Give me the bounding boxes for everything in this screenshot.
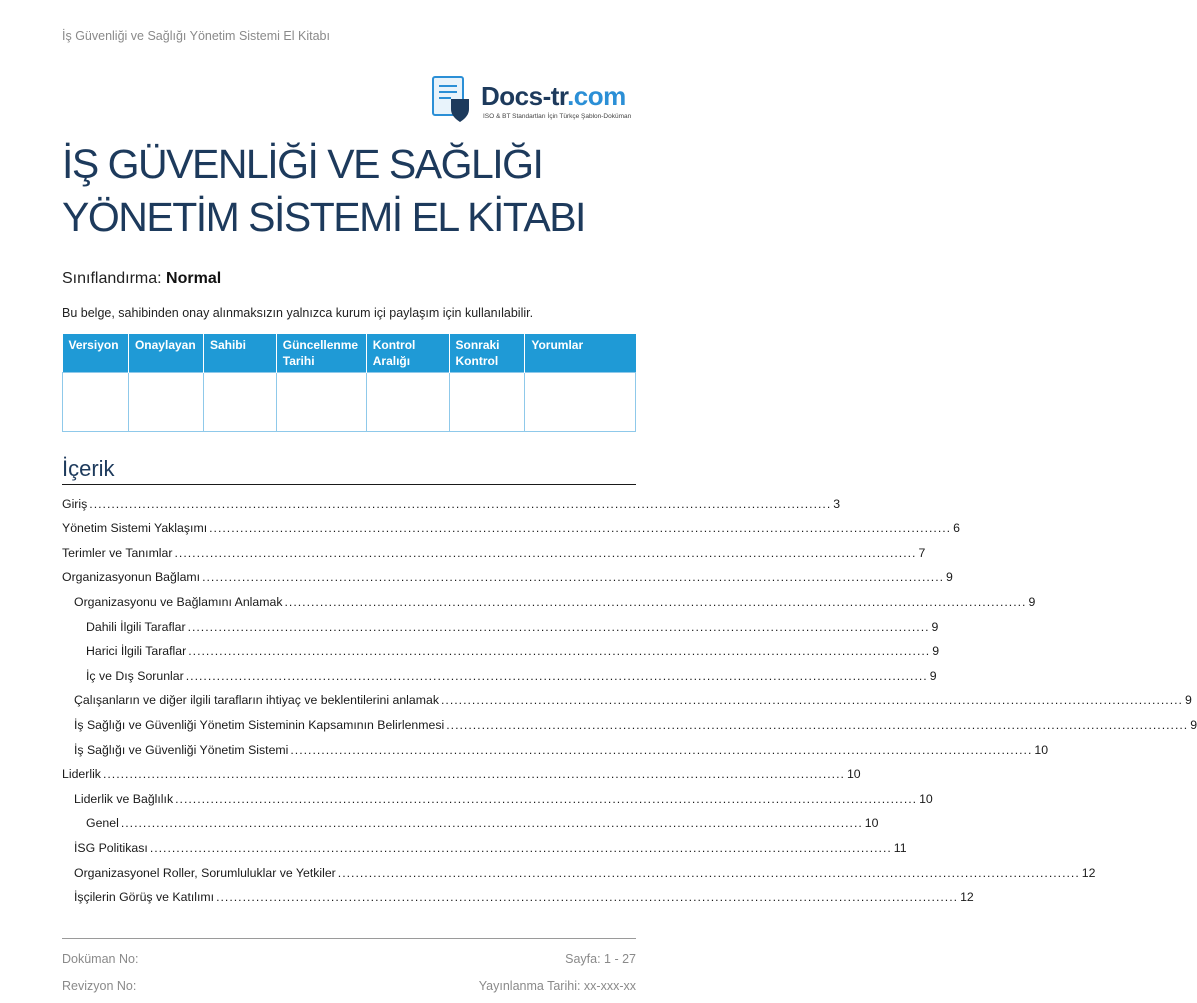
toc-entry[interactable]: Harici İlgili Taraflar ........................................................................................................................................................................ 9 xyxy=(86,644,940,659)
toc-entry[interactable]: Terimler ve Tanımlar ........................................................................................................................................................................ 7 xyxy=(62,545,926,560)
table-cell xyxy=(366,373,449,432)
toc-entry[interactable]: Çalışanların ve diğer ilgili tarafların ihtiyaç ve beklentilerini anlamak ........................................................................................................................................................................ 9 xyxy=(74,693,1192,708)
title-line-1: İŞ GÜVENLİĞİ VE SAĞLIĞI xyxy=(62,141,543,187)
footer-divider xyxy=(62,938,636,939)
logo-wordmark: Docs-tr.com xyxy=(481,81,626,111)
table-cell xyxy=(276,373,366,432)
toc-entry[interactable]: Liderlik ve Bağlılık ........................................................................................................................................................................ 10 xyxy=(74,791,933,806)
document-title xyxy=(62,138,662,244)
col-header-approver: Onaylayan xyxy=(128,334,203,373)
col-header-comments: Yorumlar xyxy=(525,334,636,373)
revision-table-header xyxy=(63,334,636,373)
toc-entry[interactable]: İSG Politikası ........................................................................................................................................................................ 11 xyxy=(74,840,907,855)
table-cell xyxy=(525,373,636,432)
toc-entry[interactable]: Genel ........................................................................................................................................................................ 10 xyxy=(86,816,879,831)
toc-entry[interactable]: Giriş ........................................................................................................................................................................ 3 xyxy=(62,496,841,511)
col-header-updated: Güncellenme Tarihi xyxy=(276,334,366,373)
toc-entry[interactable]: Organizasyonel Roller, Sorumluluklar ve Yetkiler ........................................................................................................................................................................ 12 xyxy=(74,865,1096,880)
table-cell xyxy=(63,373,129,432)
footer-page-number: Sayfa: 1 - 27 xyxy=(565,952,636,966)
toc-entry[interactable]: Dahili İlgili Taraflar ........................................................................................................................................................................ 9 xyxy=(86,619,939,634)
classification-value: Normal xyxy=(166,270,222,287)
col-header-version: Versiyon xyxy=(63,334,129,373)
running-header: İş Güvenliği ve Sağlığı Yönetim Sistemi El Kitabı xyxy=(62,29,330,43)
footer-doc-no: Doküman No: xyxy=(62,952,139,966)
toc-entry[interactable]: İş Sağlığı ve Güvenliği Yönetim Sistemi ........................................................................................................................................................................ 10 xyxy=(74,742,1049,757)
toc-title: İçerik xyxy=(62,456,115,481)
document-shield-icon xyxy=(431,75,471,123)
col-header-next-review: Sonraki Kontrol xyxy=(449,334,525,373)
logo-tagline: ISO & BT Standartları İçin Türkçe Şablon-Doküman xyxy=(483,113,632,120)
col-header-owner: Sahibi xyxy=(203,334,276,373)
table-cell xyxy=(449,373,525,432)
table-cell xyxy=(128,373,203,432)
toc-divider xyxy=(62,484,636,485)
footer-revision-no: Revizyon No: xyxy=(62,979,137,993)
toc-entry[interactable]: Liderlik ........................................................................................................................................................................ 10 xyxy=(62,767,861,782)
title-line-2: YÖNETİM SİSTEMİ EL KİTABI xyxy=(62,194,585,240)
toc-entry[interactable]: Organizasyonu ve Bağlamını Anlamak ........................................................................................................................................................................ 9 xyxy=(74,594,1036,609)
toc-entry[interactable]: Yönetim Sistemi Yaklaşımı ........................................................................................................................................................................ 6 xyxy=(62,521,960,536)
footer-publish-date: Yayınlanma Tarihi: xx-xxx-xx xyxy=(478,979,636,993)
table-row xyxy=(63,373,636,432)
revision-table xyxy=(62,334,636,432)
toc-entry[interactable]: İş Sağlığı ve Güvenliği Yönetim Sisteminin Kapsamının Belirlenmesi ........................................................................................................................................................................ 9 xyxy=(74,717,1197,732)
classification xyxy=(62,270,221,288)
toc-entry[interactable]: İç ve Dış Sorunlar ........................................................................................................................................................................ 9 xyxy=(86,668,937,683)
toc-entry[interactable]: İşçilerin Görüş ve Katılımı ........................................................................................................................................................................ 12 xyxy=(74,890,974,905)
table-of-contents xyxy=(62,486,1197,905)
table-cell xyxy=(203,373,276,432)
col-header-interval: Kontrol Aralığı xyxy=(366,334,449,373)
toc-entry[interactable]: Organizasyonun Bağlamı ........................................................................................................................................................................ 9 xyxy=(62,570,953,585)
usage-notice: Bu belge, sahibinden onay alınmaksızın yalnızca kurum içi paylaşım için kullanılabilir. xyxy=(62,306,534,320)
classification-label: Sınıflandırma: xyxy=(62,270,167,287)
docs-tr-logo xyxy=(431,72,641,128)
